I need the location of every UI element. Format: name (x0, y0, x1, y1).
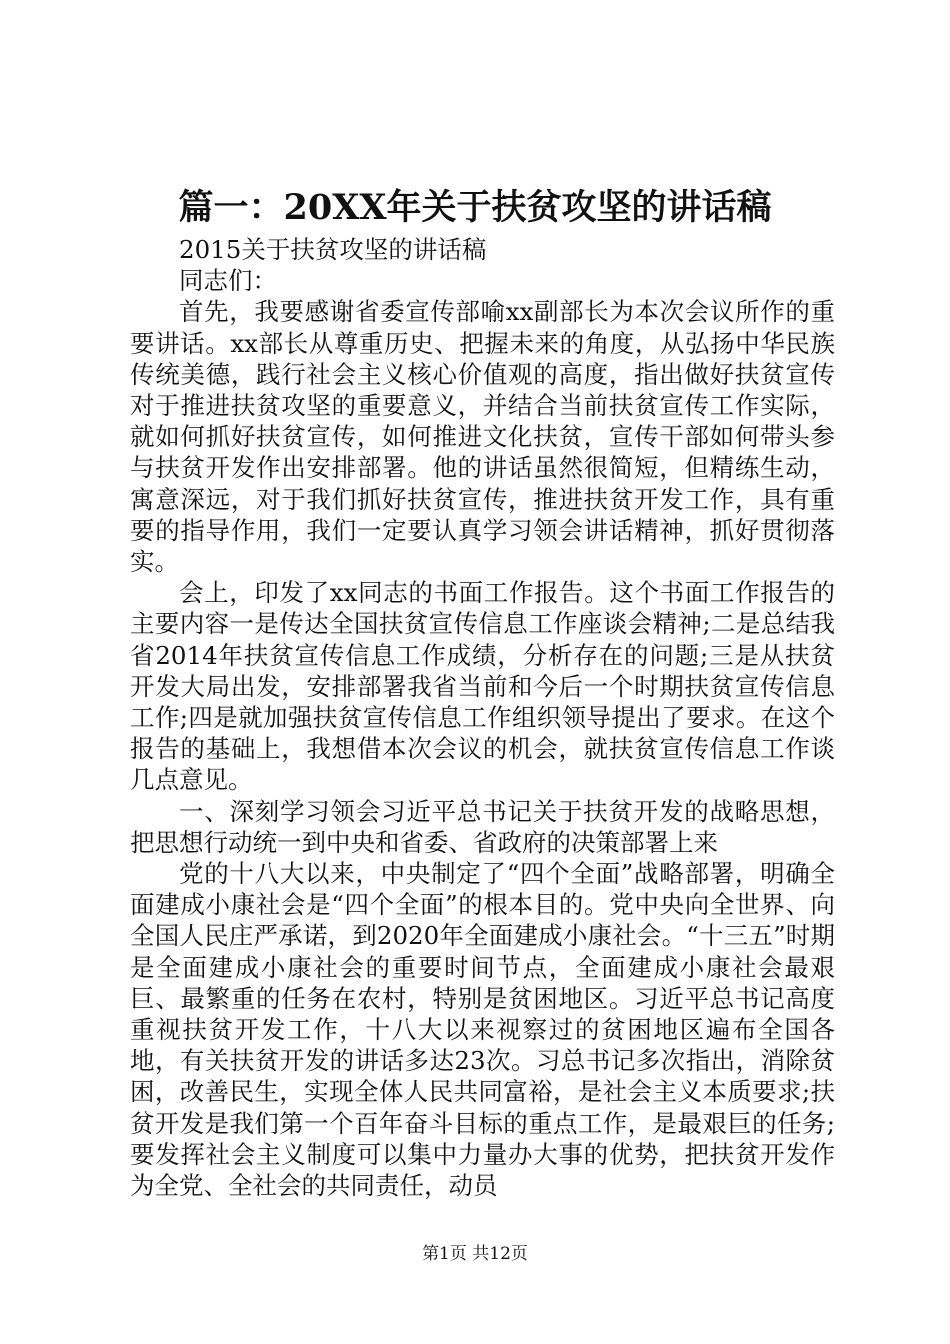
paragraph: 党的十八大以来，中央制定了“四个全面”战略部署，明确全面建成小康社会是“四个全面”的根本目的。党中央向全世界、向全国人民庄严承诺，到2020年全面建成小康社会。“十三五”时期是全面建成小康社会的重要时间节点，全面建成小康社会最艰巨、最繁重的任务在农村，特别是贫困地区。习近平总书记高度重视扶贫开发工作，十八大以来视察过的贫困地区遍布全国各地，有关扶贫开发的讲话多达23次。习总书记多次指出，消除贫困，改善民生，实现全体人民共同富裕，是社会主义本质要求;扶贫开发是我们第一个百年奋斗目标的重点工作，是最艰巨的任务;要发挥社会主义制度可以集中力量办大事的优势，把扶贫开发作为全党、全社会的共同责任，动员 (130, 859, 835, 1201)
paragraph-salutation: 同志们： (179, 266, 277, 296)
page-footer: 第1页 共12页 (422, 1244, 528, 1264)
paragraph-subtitle: 2015关于扶贫攻坚的讲话稿 (179, 235, 487, 264)
document-title: 篇一：20XX年关于扶贫攻坚的讲话稿 (178, 187, 772, 228)
paragraph: 首先，我要感谢省委宣传部喻xx副部长为本次会议所作的重要讲话。xx部长从尊重历史、把握未来的角度，从弘扬中华民族传统美德，践行社会主义核心价值观的高度，指出做好扶贫宣传对于推进扶贫攻坚的重要意义，并结合当前扶贫宣传工作实际，就如何抓好扶贫宣传，如何推进文化扶贫，宣传干部如何带头参与扶贫开发作出安排部署。他的讲话虽然很简短，但精练生动，寓意深远，对于我们抓好扶贫宣传，推进扶贫开发工作，具有重要的指导作用，我们一定要认真学习领会讲话精神，抓好贯彻落实。 (130, 297, 835, 577)
section-heading: 一、深刻学习领会习近平总书记关于扶贫开发的战略思想，把思想行动统一到中央和省委、省政府的决策部署上来 (130, 796, 835, 857)
paragraph: 会上，印发了xx同志的书面工作报告。这个书面工作报告的主要内容一是传达全国扶贫宣传信息工作座谈会精神;二是总结我省2014年扶贫宣传信息工作成绩，分析存在的问题;三是从扶贫开发大局出发，安排部署我省当前和今后一个时期扶贫宣传信息工作;四是就加强扶贫宣传信息工作组织领导提出了要求。在这个报告的基础上，我想借本次会议的机会，就扶贫宣传信息工作谈几点意见。 (130, 578, 835, 795)
document-body (130, 234, 835, 1201)
